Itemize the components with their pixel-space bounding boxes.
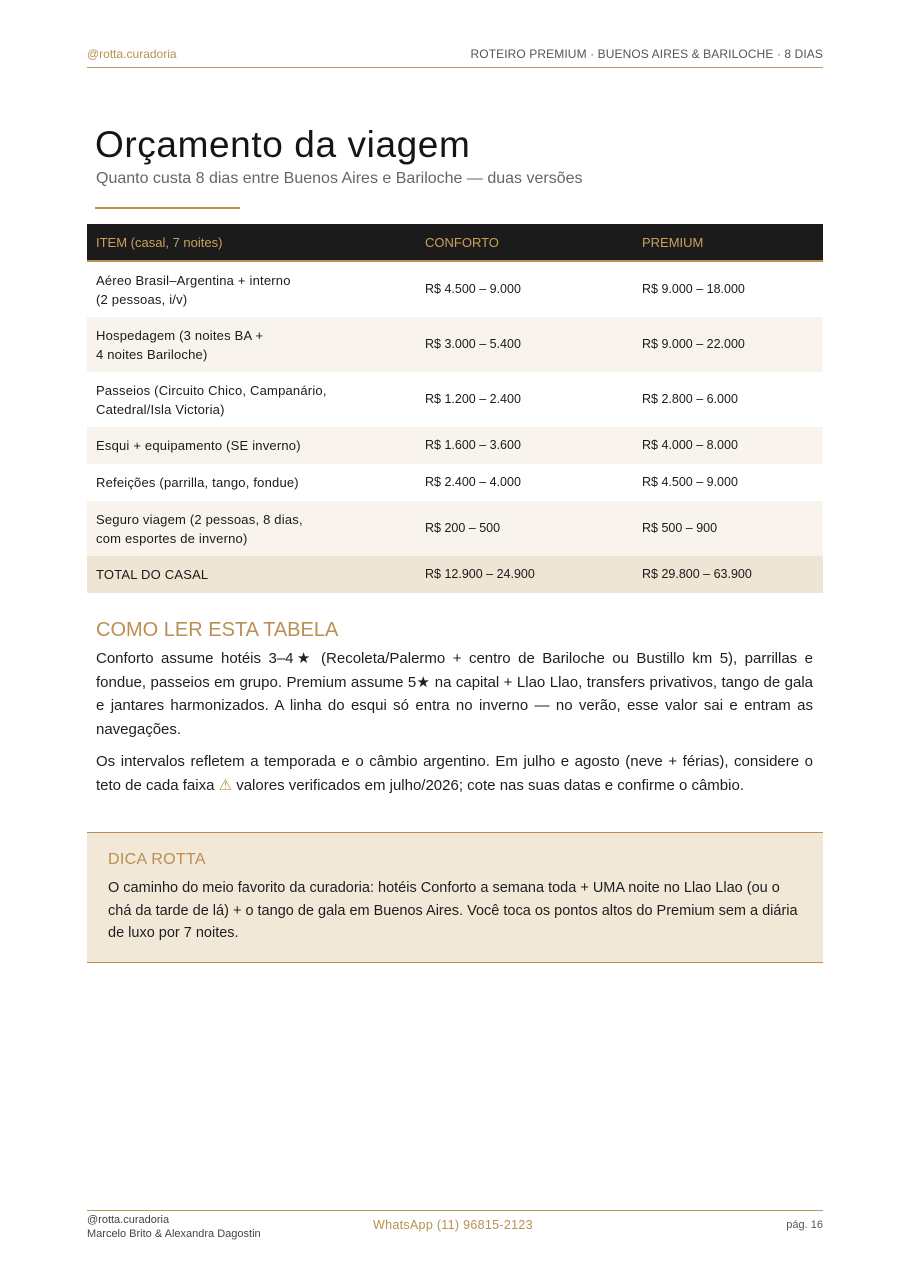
row-premium-value: R$ 2.800 – 6.000	[642, 392, 738, 406]
table-row	[87, 372, 823, 427]
page-subtitle: Quanto custa 8 dias entre Buenos Aires e Bariloche — duas versões	[96, 170, 583, 187]
header-document-title: ROTEIRO PREMIUM · BUENOS AIRES & BARILOCHE · 8 DIAS	[470, 47, 823, 61]
footer-authors: Marcelo Brito & Alexandra Dagostin	[87, 1228, 261, 1240]
tip-box	[87, 832, 823, 963]
row-item: Hospedagem (3 noites BA + 4 noites Bariloche)	[87, 317, 416, 372]
table-row	[87, 501, 823, 556]
tip-title: DICA ROTTA	[108, 851, 206, 868]
how-to-read-paragraph-2	[96, 750, 813, 797]
row-premium-value: R$ 500 – 900	[633, 501, 823, 556]
total-conforto-value: R$ 12.900 – 24.900	[416, 556, 633, 593]
row-conforto-value: R$ 2.400 – 4.000	[425, 475, 521, 489]
paragraph-2-end: valores verificados em julho/2026; cote nas suas datas e confirme o câmbio.	[232, 776, 744, 794]
row-premium-value: R$ 4.000 – 8.000	[633, 427, 823, 464]
row-item: Seguro viagem (2 pessoas, 8 dias, com esportes de inverno)	[87, 501, 416, 556]
table-row	[87, 261, 823, 317]
page-title: Orçamento da viagem	[95, 124, 471, 165]
row-premium-value: R$ 9.000 – 18.000	[642, 282, 745, 296]
paragraph-2-start: Os intervalos refletem a temporada e o câmbio argentino. Em julho e agosto (neve + férias), considere o teto de cada faixa	[96, 753, 813, 794]
total-premium-value: R$ 29.800 – 63.900	[633, 556, 823, 593]
row-item: Esqui + equipamento (SE inverno)	[87, 427, 416, 464]
title-underline	[95, 207, 240, 209]
row-conforto-value: R$ 1.600 – 3.600	[416, 427, 633, 464]
column-header-item: ITEM (casal, 7 noites)	[87, 224, 416, 261]
table-row	[87, 464, 823, 501]
footer-whatsapp-contact: WhatsApp (11) 96815-2123	[373, 1218, 533, 1232]
row-premium-value: R$ 9.000 – 22.000	[633, 317, 823, 372]
row-item: Aéreo Brasil–Argentina + interno (2 pessoas, i/v)	[96, 272, 291, 307]
total-label: TOTAL DO CASAL	[87, 556, 416, 593]
row-conforto-value: R$ 1.200 – 2.400	[425, 392, 521, 406]
header-brand: @rotta.curadoria	[87, 47, 177, 61]
row-premium-value: R$ 4.500 – 9.000	[642, 475, 738, 489]
row-item: Refeições (parrilla, tango, fondue)	[96, 475, 299, 490]
footer-brand: @rotta.curadoria	[87, 1214, 170, 1226]
tip-text: O caminho do meio favorito da curadoria: hotéis Conforto a semana toda + UMA noite no Llao Llao (ou o chá da tarde de lá) + o tango de gala em Buenos Aires. Você toca os pontos altos do Premium sem a diária de luxo por 7 noites.	[108, 880, 798, 941]
table-header-row	[87, 224, 823, 261]
row-conforto-value: R$ 3.000 – 5.400	[416, 317, 633, 372]
warning-icon: ⚠	[218, 776, 233, 794]
budget-table	[87, 224, 823, 593]
table-row	[87, 317, 823, 372]
row-item: Passeios (Circuito Chico, Campanário, Catedral/Isla Victoria)	[96, 382, 327, 417]
column-header-premium: PREMIUM	[633, 224, 823, 261]
row-conforto-value: R$ 200 – 500	[416, 501, 633, 556]
page-footer	[87, 1210, 823, 1251]
table-total-row	[87, 556, 823, 593]
column-header-conforto: CONFORTO	[416, 224, 633, 261]
table-row	[87, 427, 823, 464]
footer-page-number: pág. 16	[786, 1219, 823, 1231]
page-header	[87, 46, 823, 68]
row-conforto-value: R$ 4.500 – 9.000	[425, 282, 521, 296]
how-to-read-heading: COMO LER ESTA TABELA	[96, 619, 339, 641]
how-to-read-paragraph-1: Conforto assume hotéis 3–4★ (Recoleta/Palermo + centro de Bariloche ou Bustillo km 5), parrillas e fondue, passeios em grupo. Premium assume 5★ na capital + Llao Llao, transfers privativos, tango de gala e jantares harmonizados. A linha do esqui só entra no inverno — no verão, esse valor sai e entram as navegações.	[96, 650, 813, 738]
